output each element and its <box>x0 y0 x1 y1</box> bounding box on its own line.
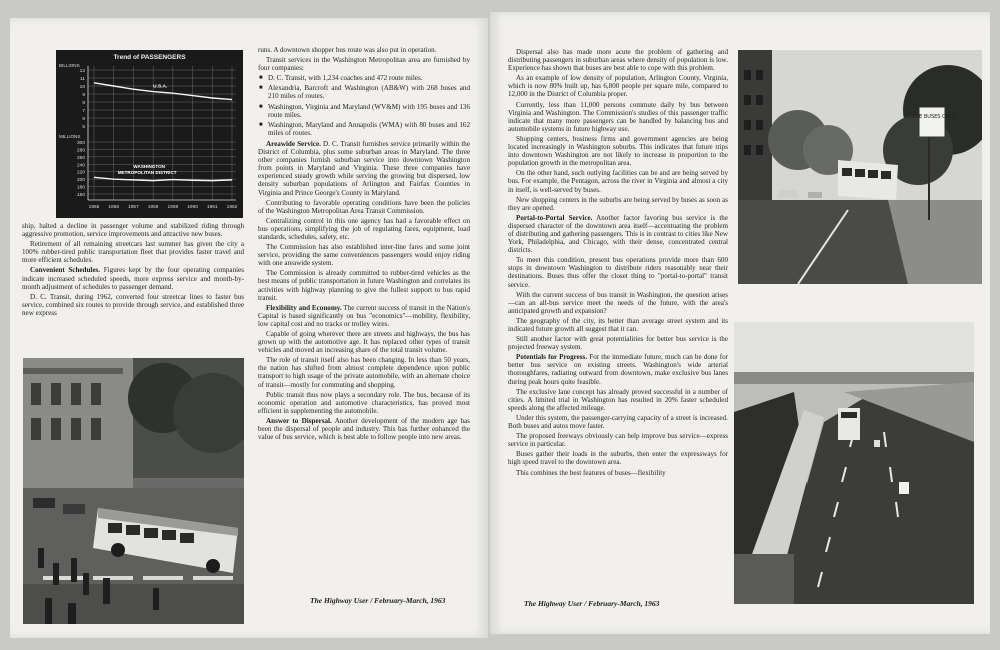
paragraph-text: Another factor favoring bus service is the dispersed character of the downtown area itself—accentuating the problem of distributing and gathering passengers. This is in contrast to cities like New York, Philadelphia, and Chicago, with their dense, concentrated central districts. <box>508 213 728 255</box>
freeway-photo <box>734 322 974 604</box>
series-label-usa: U.S.A. <box>153 84 168 90</box>
subheading-potentials: Potentials for Progress. <box>516 353 588 362</box>
paragraph: Capable of going wherever there are streets and highways, the bus has grown up with the automotive age. It has replaced other types of transit vehicles and moved an increasing share of the total transit volume. <box>258 330 470 355</box>
paragraph: The Commission has also established inter-line fares and some joint service, providing the same conveniences passengers would enjoy riding with one areawide system. <box>258 243 470 268</box>
y-tick-label: 160 <box>76 193 85 198</box>
series-label-washington-2: METROPOLITAN DISTRICT <box>117 169 177 175</box>
paragraph <box>508 214 728 254</box>
paragraph-text: The current success of transit in the Nation's Capital is based significantly on bus "economics"—mobility, flexibility, low capital cost and no tracks or trolley wires. <box>258 303 470 328</box>
street-bus-photo <box>23 358 244 624</box>
y-tick-label: 180 <box>76 185 85 191</box>
list-item: ■ D. C. Transit, with 1,234 coaches and 472 route miles. <box>268 74 470 82</box>
paragraph: Dispersal also has made more acute the problem of gathering and distributing passengers in suburban areas where density of population is low. Experience has shown that buses are best able to cope with this problem. <box>508 48 728 73</box>
paragraph: D. C. Transit, during 1962, converted four streetcar lines to faster bus service, combined six routes to provide through service, and established three new express <box>22 292 244 317</box>
paragraph <box>258 304 470 328</box>
paragraph: ship, halted a decline in passenger volume and stabilized riding through aggressive promotion, service improvements and attractive new buses. <box>22 222 244 239</box>
subheading-areawide-service: Areawide Service. <box>266 139 321 148</box>
paragraph: As an example of low density of population, Arlington County, Virginia, which is now 80% built up, has 6,800 people per square mile, compared to 12,000 in the District of Columbia proper. <box>508 74 728 99</box>
y-tick-label: 8 <box>82 101 85 106</box>
subheading-portal-to-portal: Portal-to-Portal Service. <box>516 213 593 222</box>
y-tick-label: 10 <box>79 85 85 90</box>
paragraph: Centralizing control in this one agency has had a favorable effect on bus operations, simplifying the job of regulating fares, equipment, load standards, schedules, safety, etc. <box>258 216 470 241</box>
paragraph <box>22 266 244 290</box>
paragraph: The geography of the city, its better than average street system and its indicated future growth all suggest that it can. <box>508 316 728 333</box>
list-item: ■ Alexandria, Barcroft and Washington (AB&W) with 268 buses and 210 miles of routes. <box>268 84 470 100</box>
x-tick-label: 1960 <box>187 205 198 210</box>
subheading-answer-to-dispersal: Answer to Dispersal. <box>266 416 332 425</box>
right-column-1 <box>508 48 728 624</box>
paragraph: Still another factor with great potentialities for better bus service is the projected freeway system. <box>508 335 728 352</box>
paragraph: Buses gather their loads in the suburbs, then enter the expressways for high speed travel to the downtown area. <box>508 450 728 467</box>
paragraph: With the current success of bus transit in Washington, the question arises—can an all-bus service meet the needs of the future, with the area's anticipated growth and expansion? <box>508 290 728 315</box>
series-label-washington-1: WASHINGTON <box>133 163 165 169</box>
y-tick-label: 7 <box>82 109 85 114</box>
y-tick-label: 240 <box>76 163 85 169</box>
paragraph: runs. A downtown shopper bus route was also put in operation. <box>258 46 437 54</box>
paragraph: The role of transit itself also has been changing. In less than 50 years, the nation has shifted from almost complete dependence upon public transport to high usage of the private automobile, with an alternate choice of transit—mostly for commuting and shopping. <box>258 356 470 389</box>
paragraph-text: D. C. Transit furnishes service primarily within the District of Columbia, plus some suburban areas in Maryland. The three other companies furnish suburban service into downtown Washington from points in Maryland and Virginia. These three companies have experienced steady growth while serving the growing but dispersed, low density suburban populations of Arlington and Fairfax Counties in Virginia and Prince George's County in Maryland. <box>258 139 470 197</box>
list-item: ■ Washington, Maryland and Annapolis (WMA) with 80 buses and 162 miles of routes. <box>268 121 470 137</box>
paragraph: The exclusive lane concept has already proved successful in a number of cities. A limited trial in Washington has resulted in 20% faster scheduled speeds along the affected mileage. <box>508 387 728 412</box>
right-page <box>490 12 990 634</box>
x-tick-label: 1962 <box>226 205 238 210</box>
paragraph: Shopping centers, business firms and government agencies are being located increasingly in Washington suburbs. This indicates that future trips into downtown Washington are not likely to increase in proportion to the population growth in the metropolitan area. <box>508 134 728 168</box>
freeway-image <box>734 322 974 604</box>
y-tick-label: 5 <box>82 125 85 130</box>
paragraph: Contributing to favorable operating conditions have been the policies of the Washington Metropolitan Area Transit Commission. <box>258 198 470 215</box>
y-tick-label: 11 <box>80 77 85 82</box>
y-axis-label-billions: BILLIONS <box>59 63 80 68</box>
chart-svg <box>56 50 243 218</box>
page-footer: The Highway User / February-March, 1963 <box>310 596 446 605</box>
paragraph: Public transit thus now plays a secondary role. The bus, because of its economic operation and automotive characteristics, has proved most efficient in supplementing the automobile. <box>258 390 470 415</box>
paragraph-text: For the immediate future, much can be done for better bus service on existing streets. Washington's wide arterial thoroughfares, radiating outward from downtown, make exclusive bus lanes during peak hours quite feasible. <box>508 353 728 386</box>
passenger-trend-chart <box>56 50 243 218</box>
chart-title: Trend of PASSENGERS <box>113 54 186 61</box>
paragraph: To meet this condition, present bus operations provide more than 600 stops in downtown Washington to distribute riders reasonably near their destinations. Buses thus offer the closet thing to "portal-to-portal" transit service. <box>508 256 728 289</box>
x-tick-label: 1958 <box>147 205 159 210</box>
left-column-1 <box>22 222 244 366</box>
subheading-convenient-schedules: Convenient Schedules. <box>30 266 101 275</box>
y-tick-label: 12 <box>79 69 85 74</box>
paragraph: This combines the best features of buses—flexibility <box>516 468 666 477</box>
x-tick-label: 1955 <box>88 205 100 210</box>
left-page <box>10 18 488 638</box>
paragraph <box>508 353 728 385</box>
paragraph: The proposed freeways obviously can help improve bus service—express service in particular. <box>508 432 728 449</box>
left-column-2 <box>258 46 470 620</box>
paragraph: Transit services in the Washington Metropolitan area are furnished by four companies: <box>258 56 470 73</box>
street-scene-image <box>23 358 244 624</box>
paragraph-text: Figures kept by the four operating companies indicate increased scheduled speeds, more express service and month-by-month adjustment of schedules to passenger demand. <box>22 266 244 291</box>
page-footer: The Highway User / February-March, 1963 <box>524 599 660 608</box>
paragraph-text: Another development of the modern age has been the dispersal of people and industry. This has further enhanced the value of bus service, which is best able to follow people into new areas. <box>258 416 470 442</box>
y-tick-label: 220 <box>76 170 85 176</box>
y-tick-label: 6 <box>82 117 85 122</box>
paragraph <box>258 417 470 441</box>
paragraph <box>258 140 470 197</box>
y-tick-label: 200 <box>76 178 85 184</box>
paragraph: Retirement of all remaining streetcars last summer has given the city a 100% rubber-tired public transportation fleet that provides faster travel and more efficient schedules. <box>22 240 244 265</box>
x-tick-label: 1956 <box>108 205 120 210</box>
paragraph: On the other hand, such outlying facilities can be and are being served by bus. For example, the Pentagon, across the river in Virginia and almost a city in itself, is well-served by buses. <box>508 169 728 194</box>
x-tick-label: 1959 <box>167 205 179 210</box>
list-item: ■ Washington, Virginia and Maryland (WV&M) with 195 buses and 136 route miles. <box>268 103 470 119</box>
y-tick-label: 9 <box>82 93 85 98</box>
bus-lane-sign-text: LANE BUSES ONLY <box>909 114 955 120</box>
y-tick-label: 280 <box>76 148 85 154</box>
paragraph: New shopping centers in the suburbs are being served by buses as soon as they are opened. <box>508 195 728 212</box>
y-tick-label: 260 <box>76 155 85 161</box>
y-tick-label: 300 <box>76 141 85 146</box>
bus-lane-photo <box>738 50 982 284</box>
y-axis-label-millions: MILLIONS <box>59 134 81 139</box>
transit-companies-list <box>258 74 470 137</box>
x-tick-label: 1957 <box>128 205 139 210</box>
paragraph: Currently, less than 11,000 persons commute daily by bus between Virginia and Washington. The Commission's studies of this passenger traffic indicate that many more passengers can be handled by balancing bus and automobile systems in future highway use. <box>508 100 728 133</box>
bus-lane-image <box>738 50 982 284</box>
paragraph: The Commission is already committed to rubber-tired vehicles as the best means of public transportation in future Washington and correlates its activities with highway planning to give the fullest support to bus rapid transit. <box>258 269 470 302</box>
subheading-flexibility: Flexibility and Economy. <box>266 303 342 312</box>
x-tick-label: 1961 <box>206 205 218 210</box>
paragraph: Under this system, the passenger-carrying capacity of a street is increased. Both buses and autos move faster. <box>508 413 728 431</box>
